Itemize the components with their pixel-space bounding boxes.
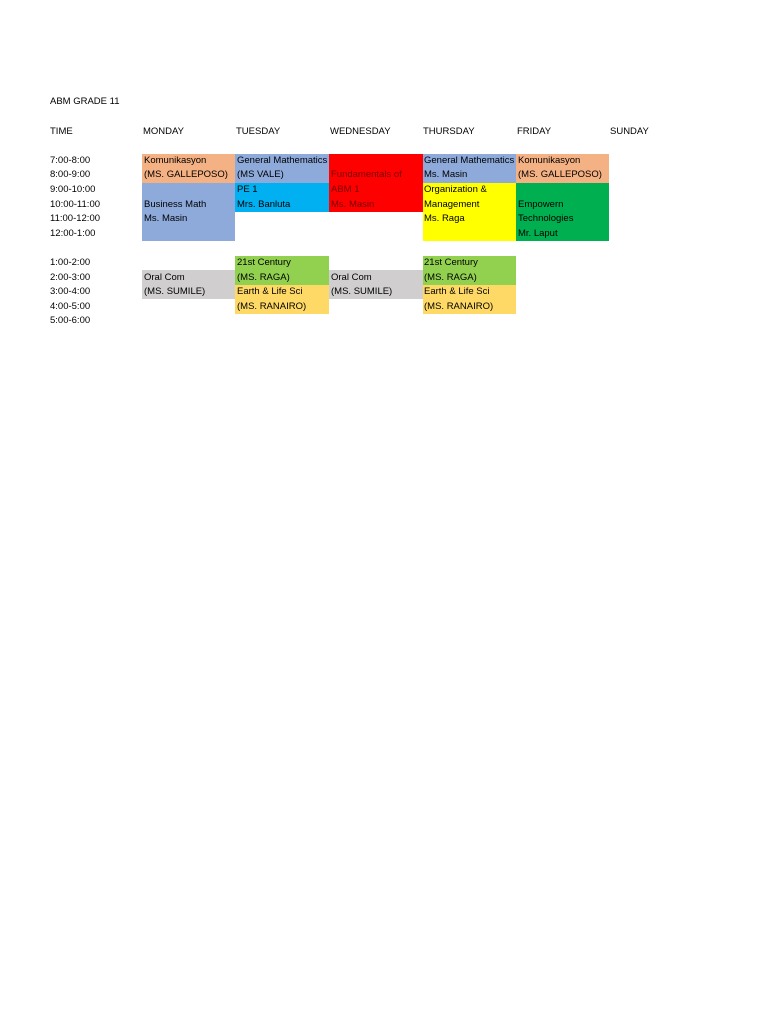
header-wednesday: WEDNESDAY	[330, 126, 391, 137]
class-teacher: (MS. RAGA)	[237, 272, 290, 283]
time-slot: 9:00-10:00	[50, 184, 96, 195]
class-subject: Fundamentals of	[331, 169, 402, 180]
time-slot: 7:00-8:00	[50, 155, 91, 166]
class-teacher: Mrs. Banluta	[237, 199, 291, 210]
class-subject: Earth & Life Sci	[237, 286, 303, 297]
sheet-title: ABM GRADE 11	[50, 96, 120, 107]
class-subject: Empowern	[518, 199, 564, 210]
class-teacher: Ms. Masin	[144, 213, 188, 224]
header-thursday: THURSDAY	[423, 126, 475, 137]
class-teacher: (MS. GALLEPOSO)	[518, 169, 602, 180]
time-slot: 11:00-12:00	[50, 213, 101, 224]
header-sunday: SUNDAY	[610, 126, 649, 137]
class-subject: Komunikasyon	[144, 155, 207, 166]
class-teacher: (MS. RANAIRO)	[424, 301, 494, 312]
time-slot: 8:00-9:00	[50, 169, 91, 180]
class-subject-line2: Technologies	[518, 213, 574, 224]
class-teacher: (MS. RAGA)	[424, 272, 477, 283]
time-slot: 2:00-3:00	[50, 272, 91, 283]
class-subject: Earth & Life Sci	[424, 286, 490, 297]
class-teacher: (MS. GALLEPOSO)	[144, 169, 228, 180]
time-slot: 12:00-1:00	[50, 228, 96, 239]
class-subject: General Mathematics	[424, 155, 515, 166]
class-subject: Business Math	[144, 199, 207, 210]
class-teacher: Ms. Masin	[424, 169, 468, 180]
time-slot: 4:00-5:00	[50, 301, 91, 312]
header-monday: MONDAY	[143, 126, 184, 137]
class-teacher: (MS. SUMILE)	[331, 286, 393, 297]
class-subject: Komunikasyon	[518, 155, 581, 166]
class-subject: Organization &	[424, 184, 487, 195]
class-teacher: Ms. Masin	[331, 199, 375, 210]
time-slot: 3:00-4:00	[50, 286, 91, 297]
class-subject-line2: ABM 1	[331, 184, 360, 195]
class-subject: General Mathematics	[237, 155, 328, 166]
class-subject: Oral Com	[144, 272, 185, 283]
class-teacher: (MS VALE)	[237, 169, 284, 180]
class-subject: 21st Century	[424, 257, 478, 268]
time-slot: 10:00-11:00	[50, 199, 101, 210]
time-slot: 1:00-2:00	[50, 257, 91, 268]
class-teacher: (MS. RANAIRO)	[237, 301, 307, 312]
time-slot: 5:00-6:00	[50, 315, 91, 326]
class-teacher: (MS. SUMILE)	[144, 286, 206, 297]
class-subject-line2: Management	[424, 199, 480, 210]
class-teacher: Ms. Raga	[424, 213, 465, 224]
header-tuesday: TUESDAY	[236, 126, 281, 137]
header-time: TIME	[50, 126, 73, 137]
class-subject: Oral Com	[331, 272, 372, 283]
header-friday: FRIDAY	[517, 126, 552, 137]
class-subject: PE 1	[237, 184, 258, 195]
class-teacher: Mr. Laput	[518, 228, 558, 239]
class-subject: 21st Century	[237, 257, 291, 268]
